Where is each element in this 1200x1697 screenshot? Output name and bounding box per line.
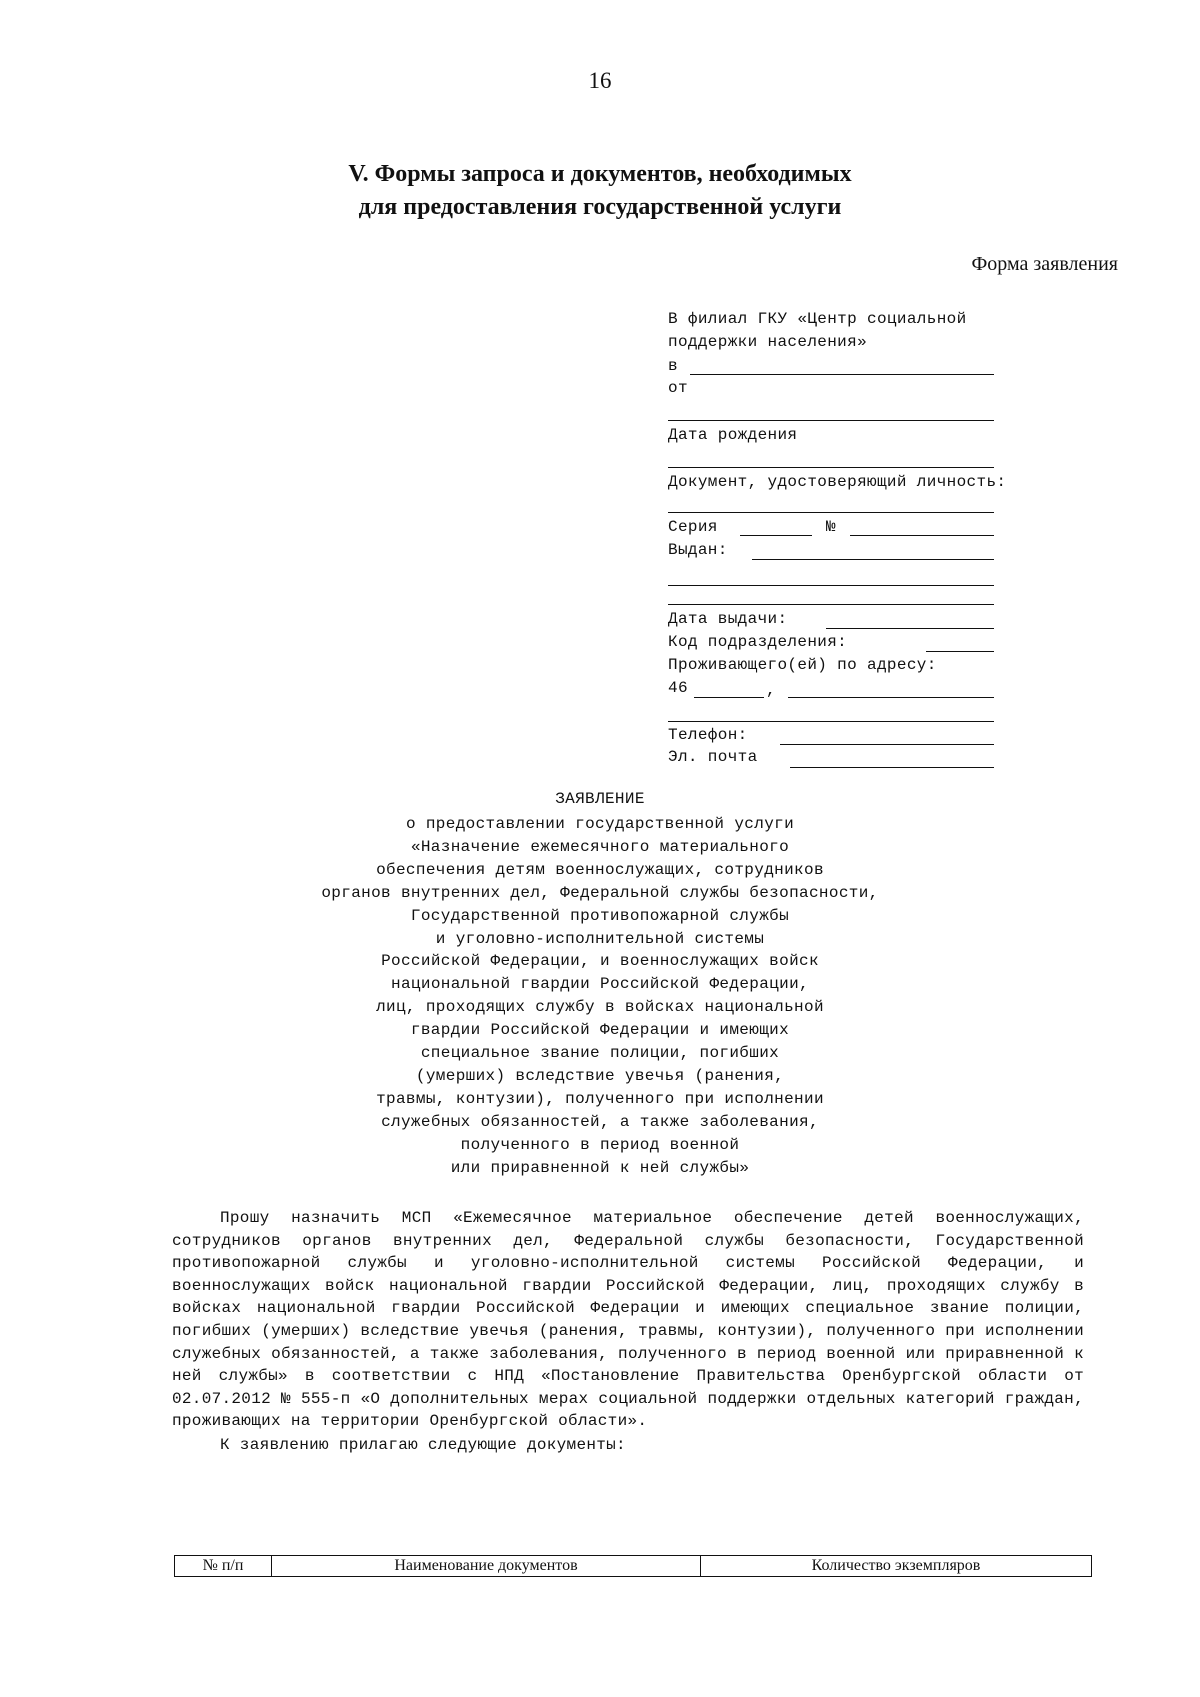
subdivision-code-label: Код подразделения:: [668, 633, 848, 651]
id-document-label: Документ, удостоверяющий личность:: [668, 473, 1007, 491]
column-header-document-name: Наименование документов: [272, 1556, 701, 1577]
statement-subtitle-line: Государственной противопожарной службы: [410, 906, 790, 925]
in-field-line: [690, 374, 994, 375]
address-line-2: [668, 721, 994, 722]
column-header-number: № п/п: [175, 1556, 272, 1577]
email-line: [790, 767, 994, 768]
statement-subtitle-line: и уголовно-исполнительной системы: [435, 929, 765, 948]
in-label: в: [668, 357, 678, 375]
form-label: Форма заявления: [971, 253, 1118, 275]
from-field-line: [668, 420, 994, 421]
request-paragraph: Прошу назначить МСП «Ежемесячное материальное обеспечение детей военнослужащих, сотрудников органов внутренних дел, Федеральной службы безопасности, Государственной противопожарной службы и уголовно-исполнительной системы Российской Федерации, и военнослужащих войск национальной гвардии Российской Федерации, лиц, проходящих службу в войсках национальной гвардии Российской Федерации и имеющих специальное звание полиции, погибших (умерших) вследствие увечья (ранения, травмы, контузии), полученного при исполнении служебных обязанностей, а также заболевания, полученного в период военной или приравненной к ней службы» в соответствии с НПД «Постановление Правительства Оренбургской области от 02.07.2012 № 555-п «О дополнительных мерах социальной поддержки отдельных категорий граждан, проживающих на территории Оренбургской области».: [172, 1209, 1084, 1431]
phone-line: [780, 744, 994, 745]
issued-by-line-3: [668, 604, 994, 605]
issue-date-label: Дата выдачи:: [668, 610, 788, 628]
email-label: Эл. почта: [668, 748, 758, 766]
statement-subtitle-line: или приравненной к ней службы»: [450, 1158, 750, 1177]
documents-table-header-row: [175, 1556, 1092, 1577]
section-title-line-2: для предоставления государственной услуги: [358, 194, 842, 220]
id-document-line: [668, 512, 994, 513]
issued-by-line-1: [752, 559, 994, 560]
issued-by-label: Выдан:: [668, 541, 728, 559]
recipient-line-2: поддержки населения»: [668, 333, 868, 351]
statement-subtitle-line: служебных обязанностей, а также заболевания,: [381, 1112, 819, 1131]
statement-subtitle-line: травмы, контузии), полученного при исполнении: [376, 1089, 824, 1108]
statement-subtitle-line: национальной гвардии Российской Федерации,: [391, 975, 809, 994]
documents-table: [174, 1555, 1092, 1577]
statement-subtitle-line: «Назначение ежемесячного материального: [410, 837, 790, 856]
statement-subtitle-line: полученного в период военной: [460, 1135, 740, 1154]
subdivision-code-line: [926, 651, 994, 652]
statement-subtitle-line: Российской Федерации, и военнослужащих войск: [381, 952, 819, 971]
number-field-line: [850, 535, 994, 536]
issue-date-line: [826, 628, 994, 629]
statement-subtitle: [0, 813, 1200, 1180]
birth-date-line: [668, 467, 994, 468]
page-number: 16: [588, 68, 612, 93]
column-header-copies: Количество экземпляров: [701, 1556, 1092, 1577]
phone-label: Телефон:: [668, 726, 748, 744]
postcode-prefix: 46: [668, 679, 688, 697]
from-label: от: [668, 379, 688, 397]
recipient-line-1: В филиал ГКУ «Центр социальной: [668, 310, 967, 328]
number-label: №: [826, 518, 836, 536]
series-field-line: [740, 535, 812, 536]
attachments-intro: К заявлению прилагаю следующие документы:: [220, 1435, 626, 1454]
statement-subtitle-line: лиц, проходящих службу в войсках национальной: [376, 998, 824, 1017]
address-comma: ,: [766, 681, 776, 699]
issued-by-line-2: [668, 585, 994, 586]
series-label: Серия: [668, 518, 718, 536]
statement-subtitle-line: органов внутренних дел, Федеральной службы безопасности,: [321, 883, 879, 902]
statement-title: ЗАЯВЛЕНИЕ: [555, 790, 645, 808]
statement-subtitle-line: гвардии Российской Федерации и имеющих: [410, 1021, 790, 1040]
postcode-line: [694, 697, 764, 698]
residing-label: Проживающего(ей) по адресу:: [668, 656, 937, 674]
section-title-line-1: V. Формы запроса и документов, необходимых: [348, 161, 852, 187]
birth-date-label: Дата рождения: [668, 426, 798, 444]
statement-subtitle-line: обеспечения детям военнослужащих, сотрудников: [376, 860, 824, 879]
section-title: [0, 158, 1200, 224]
statement-body: [172, 1207, 1084, 1457]
statement-subtitle-line: о предоставлении государственной услуги: [405, 815, 795, 833]
statement-subtitle-line: (умерших) вследствие увечья (ранения,: [415, 1066, 785, 1085]
address-line-1: [788, 697, 994, 698]
statement-subtitle-line: специальное звание полиции, погибших: [420, 1044, 780, 1063]
